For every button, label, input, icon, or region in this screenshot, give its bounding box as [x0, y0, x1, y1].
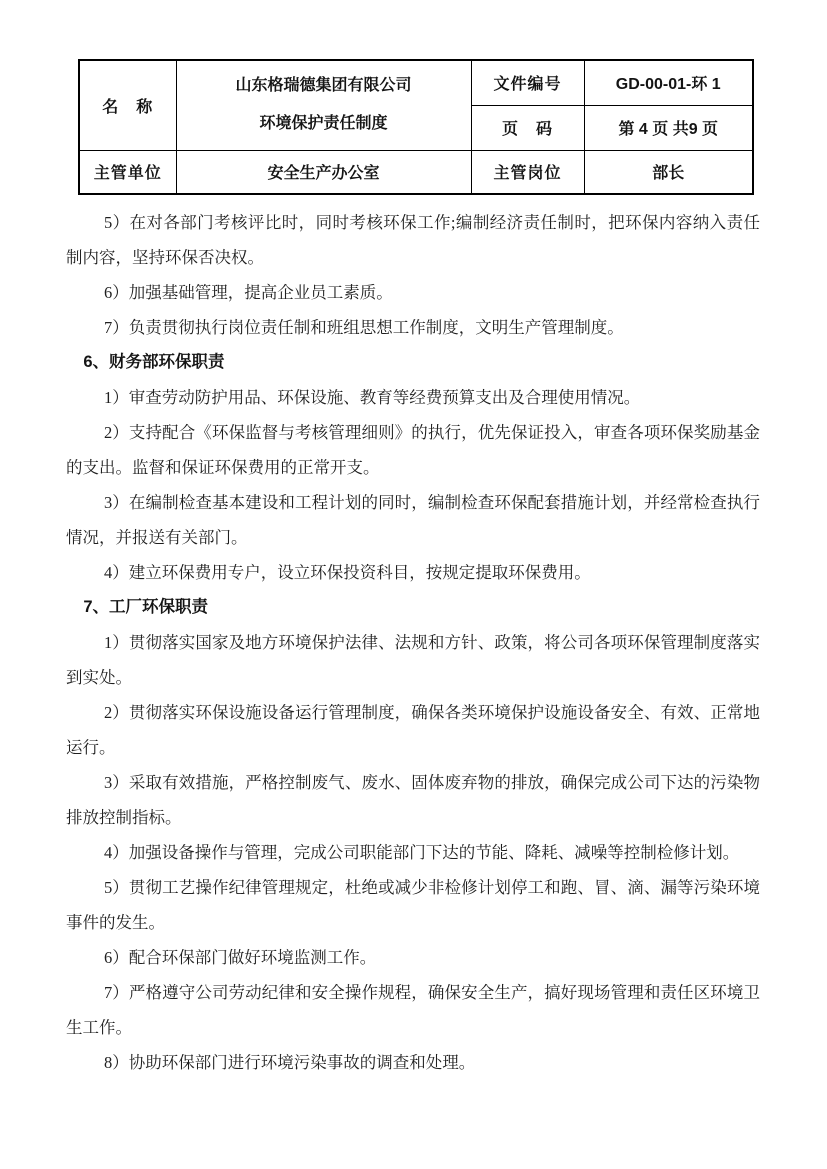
body-paragraph: 2）支持配合《环保监督与考核管理细则》的执行，优先保证投入，审查各项环保奖励基金的支出。监督和保证环保费用的正常开支。 — [66, 423, 760, 477]
body-paragraph: 6）配合环保部门做好环境监测工作。 — [103, 948, 377, 967]
supervising-post-label-cell: 主管岗位 — [471, 150, 584, 194]
body-paragraph: 3）采取有效措施，严格控制废气、废水、固体废弃物的排放，确保完成公司下达的污染物排放控制指标。 — [66, 773, 760, 827]
document-title-cell — [176, 60, 471, 150]
body-paragraph: 5）在对各部门考核评比时，同时考核环保工作;编制经济责任制时，把环保内容纳入责任制内容，坚持环保否决权。 — [66, 213, 760, 267]
supervising-unit-label-cell: 主管单位 — [79, 150, 176, 194]
doc-number-value-cell: GD-00-01-环 1 — [584, 60, 753, 105]
body-paragraph: 7）负责贯彻执行岗位责任制和班组思想工作制度，文明生产管理制度。 — [103, 318, 624, 337]
body-paragraph: 1）审查劳动防护用品、环保设施、教育等经费预算支出及合理使用情况。 — [103, 388, 641, 407]
body-paragraph: 4）建立环保费用专户，设立环保投资科目，按规定提取环保费用。 — [103, 563, 591, 582]
section-heading: 6、财务部环保职责 — [83, 353, 225, 371]
doc-number-label-cell: 文件编号 — [471, 60, 584, 105]
document-body — [66, 205, 760, 1080]
body-paragraph: 4）加强设备操作与管理，完成公司职能部门下达的节能、降耗、减噪等控制检修计划。 — [103, 843, 740, 862]
section-heading: 7、工厂环保职责 — [83, 598, 208, 616]
page-number-label-cell: 页 码 — [471, 105, 584, 150]
document-header-table — [78, 59, 754, 195]
supervising-post-value-cell: 部长 — [584, 150, 753, 194]
body-paragraph: 7）严格遵守公司劳动纪律和安全操作规程，确保安全生产，搞好现场管理和责任区环境卫生工作。 — [66, 983, 760, 1037]
body-paragraph: 1）贯彻落实国家及地方环境保护法律、法规和方针、政策，将公司各项环保管理制度落实到实处。 — [66, 633, 760, 687]
document-title-line2: 环境保护责任制度 — [259, 115, 388, 133]
body-paragraph: 6）加强基础管理，提高企业员工素质。 — [103, 283, 393, 302]
body-paragraph: 8）协助环保部门进行环境污染事故的调查和处理。 — [103, 1053, 476, 1072]
body-paragraph: 2）贯彻落实环保设施设备运行管理制度，确保各类环境保护设施设备安全、有效、正常地运行。 — [66, 703, 760, 757]
document-title-line1: 山东格瑞德集团有限公司 — [235, 77, 412, 95]
supervising-unit-value-cell: 安全生产办公室 — [176, 150, 471, 194]
body-paragraph: 3）在编制检查基本建设和工程计划的同时，编制检查环保配套措施计划，并经常检查执行情况，并报送有关部门。 — [66, 493, 760, 547]
name-label-cell: 名 称 — [79, 60, 176, 150]
body-paragraph: 5）贯彻工艺操作纪律管理规定，杜绝或减少非检修计划停工和跑、冒、滴、漏等污染环境事件的发生。 — [66, 878, 760, 932]
page-number-value-cell: 第 4 页 共9 页 — [584, 105, 753, 150]
